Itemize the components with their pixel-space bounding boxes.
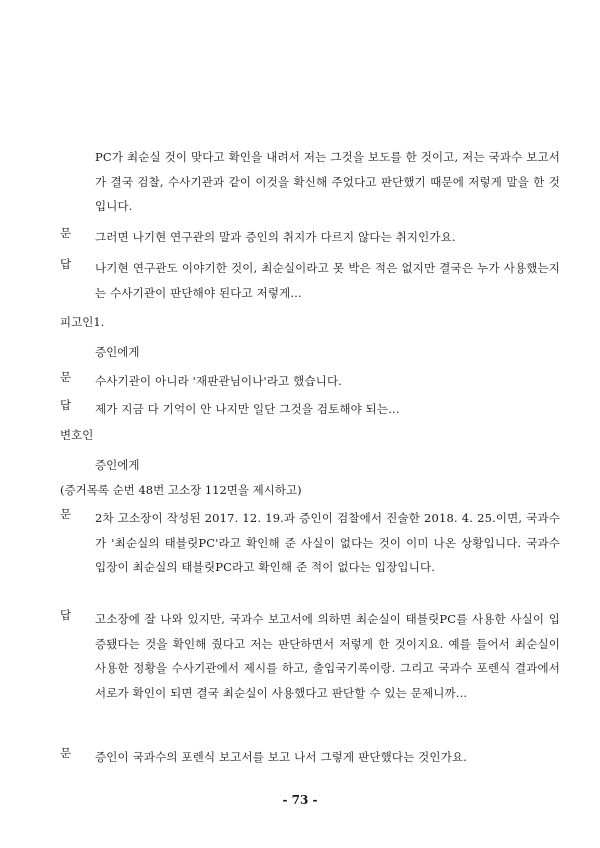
defendant-label: 피고인1. [60, 315, 105, 329]
question-4 [60, 745, 560, 770]
page-number: - 73 - [282, 793, 318, 807]
paragraph-text: 제가 지금 다 기억이 안 나지만 일단 그것을 검토해야 되는... [95, 402, 400, 416]
answer-continuation [60, 145, 560, 219]
paragraph-text: 증인이 국과수의 포렌식 보고서를 보고 나서 그렇게 판단했다는 것인가요. [95, 750, 468, 764]
qa-marker: 답 [60, 608, 72, 622]
paragraph-text: PC가 최순실 것이 맞다고 확인을 내려서 저는 그것을 보도를 한 것이고, 저는 국과수 보고서가 결국 검찰, 수사기관과 같이 이것을 확신해 주었다고 판단했기 때문에 저렇게 말을 한 것입니다. [95, 150, 560, 213]
qa-marker: 문 [60, 507, 72, 521]
qa-marker: 문 [60, 370, 72, 384]
to-witness-label: 증인에게 [95, 345, 140, 359]
evidence-note: (증거목록 순번 48번 고소장 112면을 제시하고) [60, 483, 302, 497]
paragraph-text: 나기현 연구관도 이야기한 것이, 최순실이라고 못 박은 적은 없지만 결국은 누가 사용했는지는 수사기관이 판단해야 된다고 저렇게... [95, 261, 560, 300]
question-2 [60, 369, 560, 394]
counsel-label: 변호인 [60, 428, 94, 442]
paragraph-text: 수사기관이 아니라 '재판관님이나'라고 했습니다. [95, 374, 343, 388]
question-3 [60, 506, 560, 580]
qa-marker: 문 [60, 226, 72, 240]
to-witness-label: 증인에게 [95, 458, 140, 472]
paragraph-text: 그러면 나기현 연구관의 말과 증인의 취지가 다르지 않다는 취지인가요. [95, 230, 456, 244]
paragraph-text: 고소장에 잘 나와 있지만, 국과수 보고서에 의하면 최순실이 태블릿PC를 사용한 사실이 입증됐다는 것을 확인해 줬다고 저는 판단하면서 저렇게 한 것이지요. 예를 들어서 최순실이 사용한 정황을 수사기관에서 제시를 하고, 출입국기록이랑. 그리고 국과수 포렌식 결과에서 서로가 확인이 되면 결국 최순실이 사용했다고 판단할 수 있는 문제니까... [95, 612, 560, 700]
question-1 [60, 225, 560, 250]
answer-2 [60, 397, 560, 422]
answer-3 [60, 607, 560, 705]
paragraph-text: 2차 고소장이 작성된 2017. 12. 19.과 증인이 검찰에서 진술한 2018. 4. 25.이면, 국과수가 '최순실의 태블릿PC'라고 확인해 준 사실이 없다는 것이 이미 나온 상황입니다. 국과수 입장이 최순실의 태블릿PC라고 확인해 준 적이 없다는 입장입니다. [95, 511, 560, 574]
qa-marker: 문 [60, 746, 72, 760]
qa-marker: 답 [60, 398, 72, 412]
answer-1 [60, 256, 560, 305]
qa-marker: 답 [60, 257, 72, 271]
